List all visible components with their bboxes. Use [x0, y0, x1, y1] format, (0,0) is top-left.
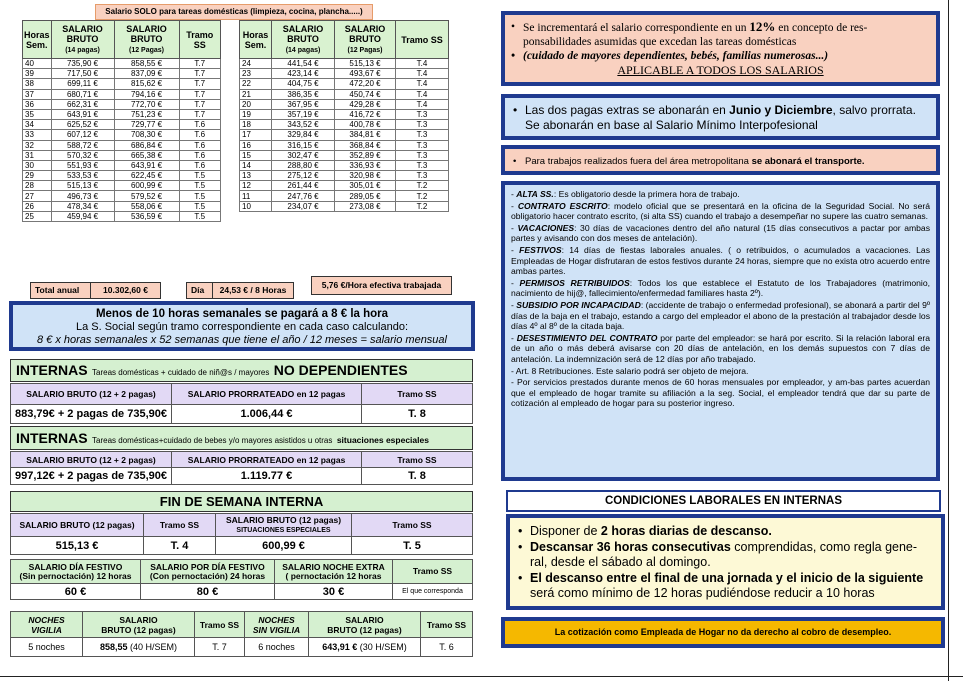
row-tramo: T.2: [396, 201, 449, 211]
row-bruto14: 343,52 €: [272, 120, 335, 130]
row-horas: 12: [240, 181, 272, 191]
row-bruto12: 686,84 €: [114, 140, 179, 150]
row-bruto14: 386,35 €: [272, 89, 335, 99]
row-bruto14: 496,73 €: [51, 191, 114, 201]
row-bruto14: 404,75 €: [272, 79, 335, 89]
row-horas: 20: [240, 99, 272, 109]
row-tramo: T.7: [179, 109, 220, 119]
desempleo-text: La cotización como Empleada de Hogar no da derecho al cobro de desempleo.: [554, 627, 892, 637]
row-bruto14: 367,95 €: [272, 99, 335, 109]
total-anual-box: [30, 282, 161, 299]
row-horas: 10: [240, 201, 272, 211]
hours-row: [23, 191, 221, 201]
row-bruto12: 536,59 €: [114, 211, 179, 221]
dia-value: 24,53 € / 8 Horas: [219, 285, 287, 295]
row-bruto12: 665,38 €: [114, 150, 179, 160]
incremento-item-2: • (cuidado de mayores dependientes, bebés, familias numerosas...): [511, 49, 930, 63]
row-bruto12: 400,78 €: [335, 120, 396, 130]
hours-row: [240, 160, 449, 170]
hours-row: [240, 99, 449, 109]
row-tramo: T.3: [396, 171, 449, 181]
row-bruto14: 441,54 €: [272, 59, 335, 69]
row-horas: 21: [240, 89, 272, 99]
row-horas: 18: [240, 120, 272, 130]
row-bruto14: 717,50 €: [51, 69, 114, 79]
row-bruto12: 472,20 €: [335, 79, 396, 89]
row-bruto12: 815,62 €: [114, 79, 179, 89]
row-horas: 37: [23, 89, 52, 99]
row-horas: 30: [23, 160, 52, 170]
row-bruto12: 384,81 €: [335, 130, 396, 140]
hours-row: [240, 181, 449, 191]
row-bruto12: 579,52 €: [114, 191, 179, 201]
row-bruto14: 625,52 €: [51, 120, 114, 130]
hours-row: [240, 150, 449, 160]
row-horas: 35: [23, 109, 52, 119]
condicion-item: - Art. 8 Retribuciones. Este salario podrá ser objeto de mejora.: [511, 365, 749, 376]
row-bruto12: 729,77 €: [114, 120, 179, 130]
row-tramo: T.3: [396, 140, 449, 150]
row-bruto12: 515,13 €: [335, 59, 396, 69]
row-horas: 28: [23, 181, 52, 191]
desempleo-box: [501, 617, 945, 648]
row-horas: 36: [23, 99, 52, 109]
condicion-item: - Por servicios prestados durante menos de 60 horas mensuales por empleador, y am-bas partes acuerdan que el empleado de hogar tramite su afiliación a la seg. Social, el empleador tendrá que dar su parte de cotización al empleado de hogar para su posterior ingreso.: [511, 377, 931, 409]
hours-row: [23, 109, 221, 119]
row-bruto14: 316,15 €: [272, 140, 335, 150]
col-bruto14: SALARIO BRUTO (14 pagas): [272, 21, 335, 59]
fin-semana-title: FIN DE SEMANA INTERNA: [10, 491, 473, 512]
row-bruto12: 450,74 €: [335, 89, 396, 99]
row-bruto12: 643,91 €: [114, 160, 179, 170]
row-bruto14: 607,12 €: [51, 130, 114, 140]
row-horas: 40: [23, 59, 52, 69]
row-horas: 39: [23, 69, 52, 79]
row-tramo: T.6: [179, 160, 220, 170]
hours-table-right: [239, 20, 449, 212]
hours-row: [23, 69, 221, 79]
row-bruto14: 357,19 €: [272, 109, 335, 119]
page-border-right: [948, 0, 949, 681]
hours-row: [23, 181, 221, 191]
hours-row: [23, 99, 221, 109]
row-tramo: T.7: [179, 89, 220, 99]
hora-value: 5,76 €/Hora efectiva trabajada: [321, 280, 442, 290]
row-tramo: T.5: [179, 181, 220, 191]
condiciones-internas-title-box: [506, 490, 941, 512]
row-bruto14: 515,13 €: [51, 181, 114, 191]
internas-especiales-table: SALARIO BRUTO (12 + 2 pagas) SALARIO PRORRATEADO en 12 pagas Tramo SS 997,12€ + 2 pagas de 735,90€ 1.119.77 € T. 8: [10, 451, 473, 485]
hours-row: [23, 59, 221, 69]
page-title: Salario SOLO para tareas domésticas (limpieza, cocina, plancha.....): [105, 7, 363, 16]
col-bruto14: SALARIO BRUTO (14 pagas): [51, 21, 114, 59]
hours-row: [240, 171, 449, 181]
row-bruto12: 558,06 €: [114, 201, 179, 211]
hours-row: [23, 130, 221, 140]
hours-row: [240, 69, 449, 79]
total-anual-label: Total anual: [31, 283, 91, 298]
condiciones-internas-box: • Disponer de 2 horas diarias de descanso. • Descansar 36 horas consecutivas comprendidas, como regla gene-ral, desde el sábado al domingo. • El descanso entre el final de una jornada y el inicio de la siguiente será como mínimo de 12 horas pudiéndose reducir a 10 horas: [506, 514, 945, 610]
internas2-prorrateado: 1.119.77 €: [172, 468, 362, 485]
row-tramo: T.2: [396, 191, 449, 201]
hours-row: [240, 191, 449, 201]
row-bruto14: 288,80 €: [272, 160, 335, 170]
condiciones-internas-title: CONDICIONES LABORALES EN INTERNAS: [604, 495, 843, 507]
row-bruto14: 662,31 €: [51, 99, 114, 109]
condiciones-box: [501, 181, 940, 481]
total-anual-value: 10.302,60 €: [103, 285, 148, 295]
row-horas: 33: [23, 130, 52, 140]
row-horas: 22: [240, 79, 272, 89]
transporte-box: • Para trabajos realizados fuera del área metropolitana se abonará el transporte.: [501, 145, 940, 175]
condicion-item: - CONTRATO ESCRITO: modelo oficial que se presentará en la oficina de la Seguridad Social. No será obligatorio hacer contrato escrito, (si alta SS) cuando el trabajo a desempeñar no supere las cuatro semanas.: [511, 200, 930, 222]
row-horas: 25: [23, 211, 52, 221]
hours-row: [23, 150, 221, 160]
row-bruto12: 416,72 €: [335, 109, 396, 119]
hours-row: [240, 109, 449, 119]
row-tramo: T.7: [179, 99, 220, 109]
row-tramo: T.4: [396, 99, 449, 109]
row-bruto12: 600,99 €: [114, 181, 179, 191]
row-horas: 34: [23, 120, 52, 130]
row-horas: 31: [23, 150, 52, 160]
row-tramo: T.4: [396, 69, 449, 79]
row-horas: 29: [23, 171, 52, 181]
row-tramo: T.6: [179, 140, 220, 150]
condicion-item: - PERMISOS RETRIBUIDOS: Todos los que establece el Estatuto de los Trabajadores (matrimonio, nacimiento de hij@, fallecimiento/enfermedad familiares hasta 2º).: [511, 277, 930, 299]
row-bruto14: 247,76 €: [272, 191, 335, 201]
row-bruto14: 423,14 €: [272, 69, 335, 79]
menos-line2: La S. Social según tramo correspondiente en cada caso calculando:: [75, 321, 409, 333]
row-bruto12: 320,98 €: [335, 171, 396, 181]
hours-table-left: [22, 20, 221, 222]
hours-row: [240, 130, 449, 140]
row-tramo: T.4: [396, 79, 449, 89]
row-bruto14: 551,93 €: [51, 160, 114, 170]
internas-especiales-title: INTERNAS Tareas domésticas+cuidado de bebes y/o mayores asistidos u otras situaciones especiales: [10, 426, 473, 450]
row-bruto14: 680,71 €: [51, 89, 114, 99]
row-bruto12: 336,93 €: [335, 160, 396, 170]
row-tramo: T.4: [396, 59, 449, 69]
internas1-tramo: T. 8: [362, 405, 473, 424]
row-bruto14: 302,47 €: [272, 150, 335, 160]
row-horas: 23: [240, 69, 272, 79]
row-tramo: T.3: [396, 150, 449, 160]
row-horas: 27: [23, 191, 52, 201]
condicion-item: - DESESTIMIENTO DEL CONTRATO por parte del empleador: se hará por escrito. Si la relación laboral era de un año o más deberá avisarse con 20 días de antelación, en los demás supuestos con 7 días de antelación. La indemnización será de 12 días por año trabajado.: [511, 332, 930, 364]
hours-row: [23, 211, 221, 221]
row-bruto12: 837,09 €: [114, 69, 179, 79]
internas2-bruto: 997,12€ + 2 pagas de 735,90€: [11, 468, 172, 485]
condicion-item: - SUBSIDIO POR INCAPACIDAD: (accidente de trabajo o enfermedad profesional), se abonará a partir del 9º días de la baja en el trabajo, estando a cargo del empleador el abono de la prestación al trabajador desde los días 4º al 8º de la citada baja.: [511, 299, 930, 332]
page-title-box: [95, 4, 373, 20]
incremento-box: [501, 11, 940, 86]
row-tramo: T.7: [179, 69, 220, 79]
row-tramo: T.3: [396, 109, 449, 119]
row-bruto14: 699,11 €: [51, 79, 114, 89]
incremento-item: • Se incrementará el salario correspondiente en un 12% en concepto de res-ponsabilidades asumidas que excedan las tareas domésticas: [511, 20, 930, 49]
row-tramo: T.2: [396, 181, 449, 191]
row-bruto12: 429,28 €: [335, 99, 396, 109]
aplicable-text: APLICABLE A TODOS LOS SALARIOS: [617, 63, 824, 77]
dia-box: [186, 282, 294, 299]
menos-line3: 8 € x horas semanales x 52 semanas que tiene el año / 12 meses = salario mensual: [37, 334, 447, 346]
festivos-table: SALARIO DÍA FESTIVO (Sin pernoctación) 12 horas SALARIO POR DÍA FESTIVO (Con pernoctación) 24 horas SALARIO NOCHE EXTRA ( pernoctación 12 horas Tramo SS 60 € 80 € 30 € El que corresponda: [10, 559, 473, 600]
row-bruto14: 570,32 €: [51, 150, 114, 160]
row-bruto12: 493,67 €: [335, 69, 396, 79]
row-tramo: T.6: [179, 130, 220, 140]
internas-no-dependientes-table: SALARIO BRUTO (12 + 2 pagas) SALARIO PRORRATEADO en 12 pagas Tramo SS 883,79€ + 2 pagas de 735,90€ 1.006,44 € T. 8: [10, 383, 473, 424]
col-horas: Horas Sem.: [23, 21, 52, 59]
row-tramo: T.6: [179, 150, 220, 160]
col-tramo: Tramo SS: [179, 21, 220, 59]
menos-line1: Menos de 10 horas semanales se pagará a 8 € la hora: [95, 308, 389, 320]
internas-no-dependientes-title: INTERNAS Tareas domésticas + cuidado de niñ@s / mayores NO DEPENDIENTES: [10, 359, 473, 382]
col-bruto12: SALARIO BRUTO (12 Pagas): [335, 21, 396, 59]
row-bruto12: 289,05 €: [335, 191, 396, 201]
col-tramo: Tramo SS: [396, 21, 449, 59]
hours-row: [240, 201, 449, 211]
row-bruto12: 858,55 €: [114, 59, 179, 69]
hora-box: [311, 276, 452, 295]
hours-row: [23, 140, 221, 150]
hours-row: [240, 79, 449, 89]
row-bruto12: 772,70 €: [114, 99, 179, 109]
row-bruto14: 261,44 €: [272, 181, 335, 191]
row-horas: 17: [240, 130, 272, 140]
hours-row: [23, 79, 221, 89]
row-tramo: T.5: [179, 171, 220, 181]
row-bruto12: 352,89 €: [335, 150, 396, 160]
noches-table: NOCHES VIGILIA SALARIO BRUTO (12 pagas) Tramo SS NOCHES SIN VIGILIA SALARIO BRUTO (12 pagas) Tramo SS 5 noches 858,55 (40 H/SEM) T. 7 6 noches 643,91 € (30 H/SEM) T. 6: [10, 611, 473, 657]
menos-10-horas-box: [9, 301, 475, 351]
row-bruto14: 588,72 €: [51, 140, 114, 150]
row-tramo: T.3: [396, 120, 449, 130]
row-horas: 15: [240, 150, 272, 160]
row-bruto14: 275,12 €: [272, 171, 335, 181]
row-bruto12: 751,23 €: [114, 109, 179, 119]
fin-semana-table: SALARIO BRUTO (12 pagas) Tramo SS SALARIO BRUTO (12 pagas) SITUACIONES ESPECIALES Tramo SS 515,13 € T. 4 600,99 € T. 5: [10, 513, 473, 555]
condiciones-list: [511, 189, 930, 409]
row-horas: 16: [240, 140, 272, 150]
condicion-item: - ALTA SS.: Es obligatorio desde la primera hora de trabajo.: [511, 189, 740, 199]
row-horas: 32: [23, 140, 52, 150]
row-horas: 11: [240, 191, 272, 201]
hours-row: [23, 171, 221, 181]
row-bruto12: 622,45 €: [114, 171, 179, 181]
internas1-bruto: 883,79€ + 2 pagas de 735,90€: [11, 405, 172, 424]
row-tramo: T.6: [179, 120, 220, 130]
row-horas: 19: [240, 109, 272, 119]
page-border-bottom: [0, 676, 963, 677]
row-bruto14: 478,34 €: [51, 201, 114, 211]
row-bruto14: 329,84 €: [272, 130, 335, 140]
row-tramo: T.5: [179, 191, 220, 201]
row-bruto12: 368,84 €: [335, 140, 396, 150]
hours-row: [23, 89, 221, 99]
row-tramo: T.5: [179, 211, 220, 221]
row-tramo: T.3: [396, 130, 449, 140]
internas2-tramo: T. 8: [362, 468, 473, 485]
row-horas: 38: [23, 79, 52, 89]
row-bruto14: 234,07 €: [272, 201, 335, 211]
hours-row: [23, 160, 221, 170]
row-horas: 24: [240, 59, 272, 69]
row-bruto14: 643,91 €: [51, 109, 114, 119]
row-bruto12: 708,30 €: [114, 130, 179, 140]
row-tramo: T.7: [179, 59, 220, 69]
row-tramo: T.3: [396, 160, 449, 170]
row-tramo: T.4: [396, 89, 449, 99]
row-bruto14: 533,53 €: [51, 171, 114, 181]
hours-row: [240, 89, 449, 99]
hours-row: [23, 120, 221, 130]
row-horas: 26: [23, 201, 52, 211]
hours-row: [23, 201, 221, 211]
row-bruto14: 735,90 €: [51, 59, 114, 69]
dia-label: Día: [187, 283, 213, 298]
internas1-prorrateado: 1.006,44 €: [172, 405, 362, 424]
row-tramo: T.5: [179, 201, 220, 211]
col-horas: Horas Sem.: [240, 21, 272, 59]
row-bruto12: 794,16 €: [114, 89, 179, 99]
condicion-item: - VACACIONES: 30 días de vacaciones dentro del año natural (15 días consecutivos a pactar por ambas partes y avisando con dos meses de antelación).: [511, 222, 931, 244]
row-bruto12: 273,08 €: [335, 201, 396, 211]
row-horas: 13: [240, 171, 272, 181]
hours-row: [240, 120, 449, 130]
hours-row: [240, 59, 449, 69]
hours-row: [240, 140, 449, 150]
row-bruto14: 459,94 €: [51, 211, 114, 221]
col-bruto12: SALARIO BRUTO (12 Pagas): [114, 21, 179, 59]
row-tramo: T.7: [179, 79, 220, 89]
row-horas: 14: [240, 160, 272, 170]
row-bruto12: 305,01 €: [335, 181, 396, 191]
pagas-extras-box: • Las dos pagas extras se abonarán en Junio y Diciembre, salvo prorrata. Se abonarán en base al Salario Mínimo Interpofesional: [501, 94, 940, 140]
condicion-item: - FESTIVOS: 14 días de fiestas laborales anuales. ( o retribuidos, o acumulados a vacaciones. Las Empleadas de Hogar disfrutaran de estos festivos durante 24 horas, siempre que no exista otro acuerdo entre ambas partes.: [511, 244, 930, 277]
